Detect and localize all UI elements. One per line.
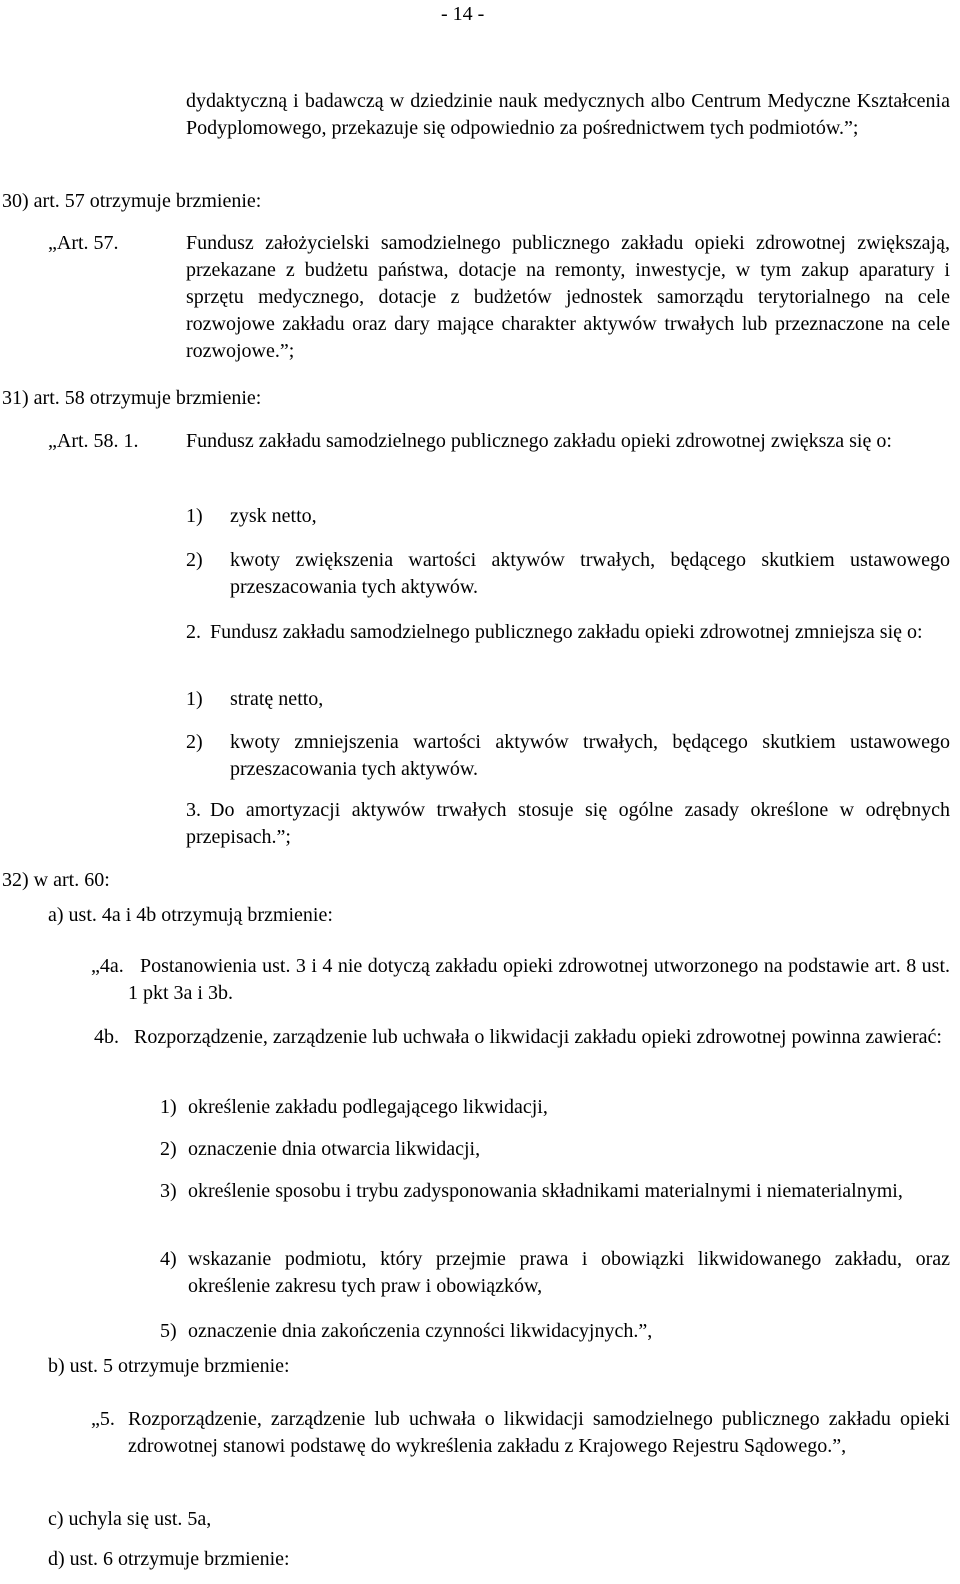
art58-p1-point2-num: 2): [186, 549, 203, 571]
art58-para2-text: Fundusz zakładu samodzielnego publicznego zakładu opieki zdrowotnej zmniejsza się o:: [210, 621, 923, 643]
art58-para1-text: Fundusz zakładu samodzielnego publicznego zakładu opieki zdrowotnej zwiększa się o:: [186, 430, 892, 452]
art58-p1-point1-num: 1): [186, 505, 203, 527]
art58-p2-point2-text: kwoty zmniejszenia wartości aktywów trwałych, będącego skutkiem ustawowego przeszacowania tych aktywów.: [230, 731, 950, 780]
art57-label: „Art. 57.: [48, 232, 119, 254]
art58-label: „Art. 58. 1.: [48, 430, 139, 452]
ust5-label: „5.: [91, 1408, 115, 1430]
page-number: - 14 -: [441, 3, 485, 25]
ust4b-point2-text: oznaczenie dnia otwarcia likwidacji,: [188, 1138, 481, 1160]
item32-c-heading: c) uchyla się ust. 5a,: [48, 1508, 212, 1530]
ust4b-point1-text: określenie zakładu podlegającego likwidacji,: [188, 1096, 548, 1118]
ust4b-point4-text: wskazanie podmiotu, który przejmie prawa i obowiązki likwidowanego zakładu, oraz określenie zakresu tych praw i obowiązków,: [188, 1248, 950, 1297]
ust4b-text: Rozporządzenie, zarządzenie lub uchwała o likwidacji zakładu opieki zdrowotnej powinna zawierać:: [134, 1026, 942, 1048]
ust4b-point5-text: oznaczenie dnia zakończenia czynności likwidacyjnych.”,: [188, 1320, 653, 1342]
item32-d-heading: d) ust. 6 otrzymuje brzmienie:: [48, 1548, 290, 1570]
item30-heading: 30) art. 57 otrzymuje brzmienie:: [2, 190, 262, 212]
art58-para2-label: 2.: [186, 621, 201, 643]
item32-heading: 32) w art. 60:: [2, 869, 110, 891]
art58-p2-point1-num: 1): [186, 688, 203, 710]
art58-p1-point1-text: zysk netto,: [230, 505, 317, 527]
ust4b-label: 4b.: [94, 1026, 119, 1048]
art58-para3-label: 3.: [186, 799, 201, 821]
art57-text: Fundusz założycielski samodzielnego publicznego zakładu opieki zdrowotnej zwiększają, przekazane z budżetu państwa, dotacje na remonty, inwestycje, w tym zakup aparatury i sprzętu medycznego, dotacje z budżetów jednostek samorządu terytorialnego na cele rozwojowe zakładu oraz dary mające charakter aktywów trwałych lub przeznaczone na cele rozwojowe.”;: [186, 232, 950, 362]
ust4b-point2-num: 2): [160, 1138, 177, 1160]
ust4b-point4-num: 4): [160, 1248, 177, 1270]
ust4b-point3-num: 3): [160, 1180, 177, 1202]
item32-a-heading: a) ust. 4a i 4b otrzymują brzmienie:: [48, 904, 333, 926]
ust4b-point5-num: 5): [160, 1320, 177, 1342]
ust4b-point1-num: 1): [160, 1096, 177, 1118]
art58-para3-text: Do amortyzacji aktywów trwałych stosuje się ogólne zasady określone w odrębnych przepisach.”;: [186, 799, 950, 848]
ust5-text: Rozporządzenie, zarządzenie lub uchwała o likwidacji samodzielnego publicznego zakładu opieki zdrowotnej stanowi podstawę do wykreślenia zakładu z Krajowego Rejestru Sądowego.”,: [128, 1408, 950, 1457]
ust4a-text: Postanowienia ust. 3 i 4 nie dotyczą zakładu opieki zdrowotnej utworzonego na podstawie art. 8 ust. 1 pkt 3a i 3b.: [128, 955, 950, 1004]
item32-b-heading: b) ust. 5 otrzymuje brzmienie:: [48, 1355, 290, 1377]
ust4b-point3-text: określenie sposobu i trybu zadysponowania składnikami materialnymi i niematerialnymi,: [188, 1180, 903, 1202]
item31-heading: 31) art. 58 otrzymuje brzmienie:: [2, 387, 262, 409]
art58-p1-point2-text: kwoty zwiększenia wartości aktywów trwałych, będącego skutkiem ustawowego przeszacowania tych aktywów.: [230, 549, 950, 598]
ust4a-label: „4a.: [91, 955, 124, 977]
art58-p2-point2-num: 2): [186, 731, 203, 753]
art58-p2-point1-text: stratę netto,: [230, 688, 324, 710]
item29-continuation: dydaktyczną i badawczą w dziedzinie nauk medycznych albo Centrum Medyczne Kształcenia Podyplomowego, przekazuje się odpowiednio za pośrednictwem tych podmiotów.”;: [186, 90, 950, 139]
